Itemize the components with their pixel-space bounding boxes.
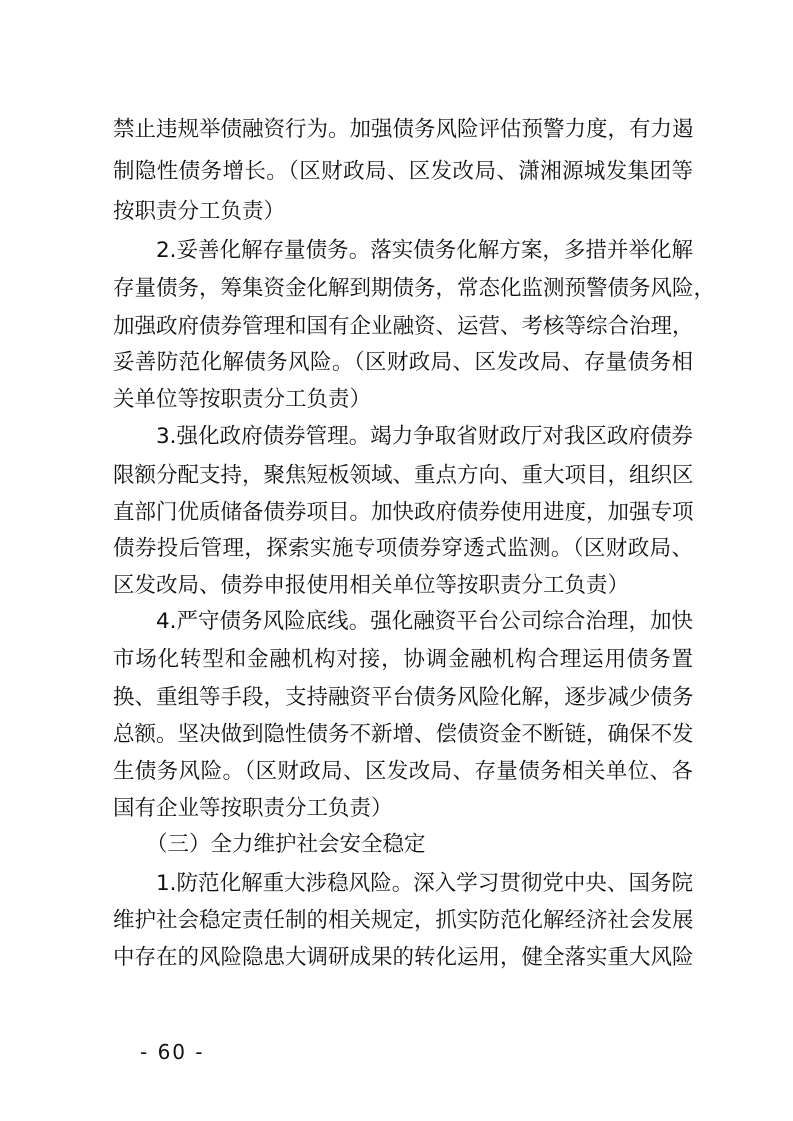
body-text-line: 禁止违规举债融资行为。加强债务风险评估预警力度，有力遏: [113, 117, 694, 142]
body-text-line: 妥善防范化解债务风险。（区财政局、区发改局、存量债务相: [113, 350, 693, 375]
section-heading-part-3: （三）全力维护社会安全稳定: [146, 832, 426, 857]
body-text-line: 存量债务，筹集资金化解到期债务，常态化监测预警债务风险，: [113, 276, 716, 301]
body-text-line: 维护社会稳定责任制的相关规定，抓实防范化解经济社会发展: [113, 908, 694, 933]
body-text-line: 限额分配支持，聚焦短板领域、重点方向、重大项目，组织区: [113, 463, 694, 488]
body-text-line: 加强政府债券管理和国有企业融资、运营、考核等综合治理，: [113, 314, 694, 339]
body-text-line: 国有企业等按职责分工负责）: [113, 796, 393, 821]
body-text-line: 换、重组等手段，支持融资平台债务风险化解，逐步减少债务: [113, 685, 694, 710]
body-text-line: 生债务风险。（区财政局、区发改局、存量债务相关单位、各: [113, 759, 693, 784]
section-heading-4: 4.严守债务风险底线。强化融资平台公司综合治理，加快: [156, 609, 693, 634]
page-number: - 60 -: [140, 1040, 205, 1064]
body-text-line: 区发改局、债券申报使用相关单位等按职责分工负责）: [113, 573, 630, 598]
body-text-line: 债券投后管理，探索实施专项债券穿透式监测。（区财政局、: [113, 536, 693, 561]
body-text-line: 关单位等按职责分工负责）: [113, 387, 372, 412]
body-text-line: 直部门优质储备债券项目。加快政府债券使用进度，加强专项: [113, 500, 694, 525]
body-text-line: 按职责分工负责）: [113, 199, 286, 224]
body-text-line: 市场化转型和金融机构对接，协调金融机构合理运用债务置: [113, 647, 693, 672]
section-heading-2: 2.妥善化解存量债务。落实债务化解方案，多措并举化解: [156, 238, 693, 263]
body-text-line: 制隐性债务增长。（区财政局、区发改局、潇湘源城发集团等: [113, 159, 693, 184]
section-heading-3: 3.强化政府债券管理。竭力争取省财政厅对我区政府债券: [156, 424, 693, 449]
section-heading-1: 1.防范化解重大涉稳风险。深入学习贯彻党中央、国务院: [156, 871, 693, 896]
body-text-line: 总额。坚决做到隐性债务不新增、偿债资金不断链，确保不发: [113, 722, 694, 747]
body-text-line: 中存在的风险隐患大调研成果的转化运用，健全落实重大风险: [113, 945, 694, 970]
